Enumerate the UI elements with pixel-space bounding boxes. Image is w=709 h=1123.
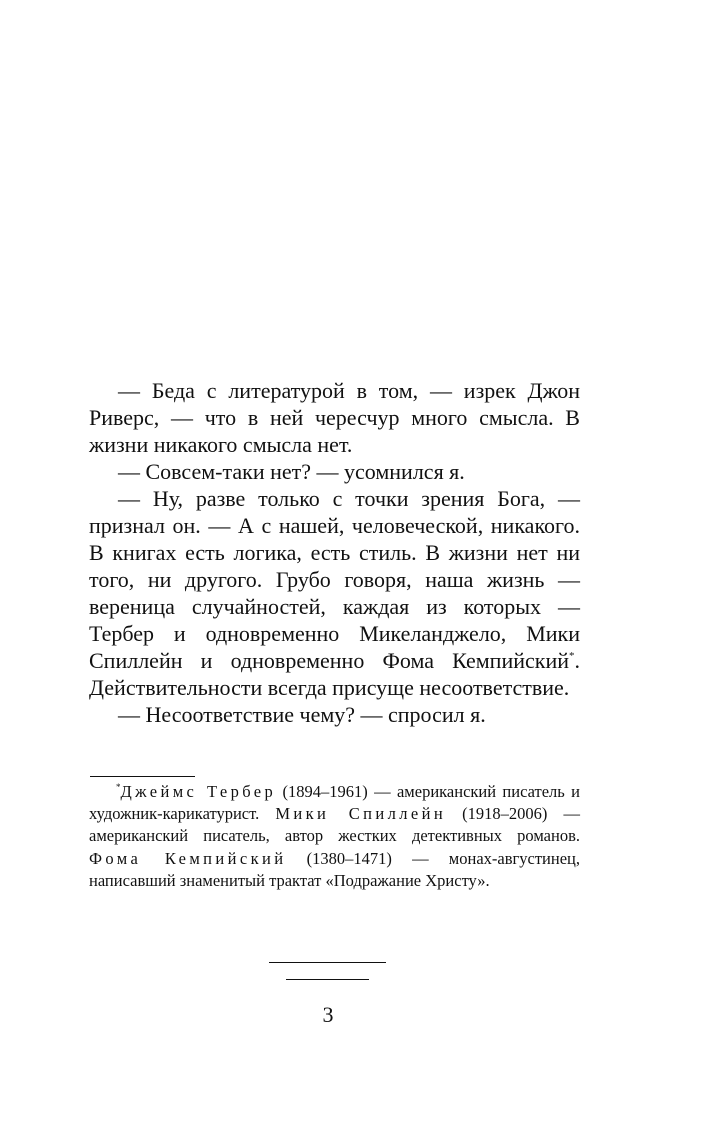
footnote-separator [90, 776, 195, 777]
footnote-text-2: (1918–2006) — американский писатель, автор жестких детективных романов. [89, 804, 580, 846]
footnote-text-1: (1894–1961) — американский писатель и художник-карикатурист. [89, 782, 580, 824]
page-number: 3 [322, 1002, 334, 1027]
paragraph-4: — Несоответствие чему? — спросил я. [118, 702, 486, 727]
main-text [89, 377, 580, 728]
footnote-name-kempis: Фома Кемпийский [89, 848, 287, 868]
paragraph-3-tail: . Действительности всегда присуще несоответствие. [89, 648, 580, 700]
paragraph-3-text: — Ну, разве только с точки зрения Бога, — признал он. — А с нашей, человеческой, никакого. В книгах есть логика, есть стиль. В жизни нет ни того, ни другого. Грубо говоря, наша жизнь — вереница случайностей, каждая из которых — Тербер и одновременно Микеланджело, Мики Спиллейн и одновременно Фома Кемпийский [89, 486, 580, 673]
footnote-marker: * [116, 782, 121, 792]
footnote-name-spillane: Мики Спиллейн [275, 804, 447, 824]
paragraph-1: — Беда с литературой в том, — изрек Джон Риверс, — что в ней чересчур много смысла. В жизни никакого смысла нет. [89, 378, 580, 457]
footnote [89, 781, 580, 892]
paragraph-2: — Совсем-таки нет? — усомнился я. [118, 459, 465, 484]
paragraph-3 [89, 485, 580, 701]
end-rule-top [269, 962, 386, 963]
footnote-text-3: (1380–1471) — монах-августинец, написавший знаменитый трактат «Подражание Христу». [89, 848, 580, 890]
end-rule-bottom [286, 979, 369, 980]
footnote-name-thurber: Джеймс Тербер [120, 782, 277, 801]
footnote-reference[interactable]: * [569, 650, 575, 662]
